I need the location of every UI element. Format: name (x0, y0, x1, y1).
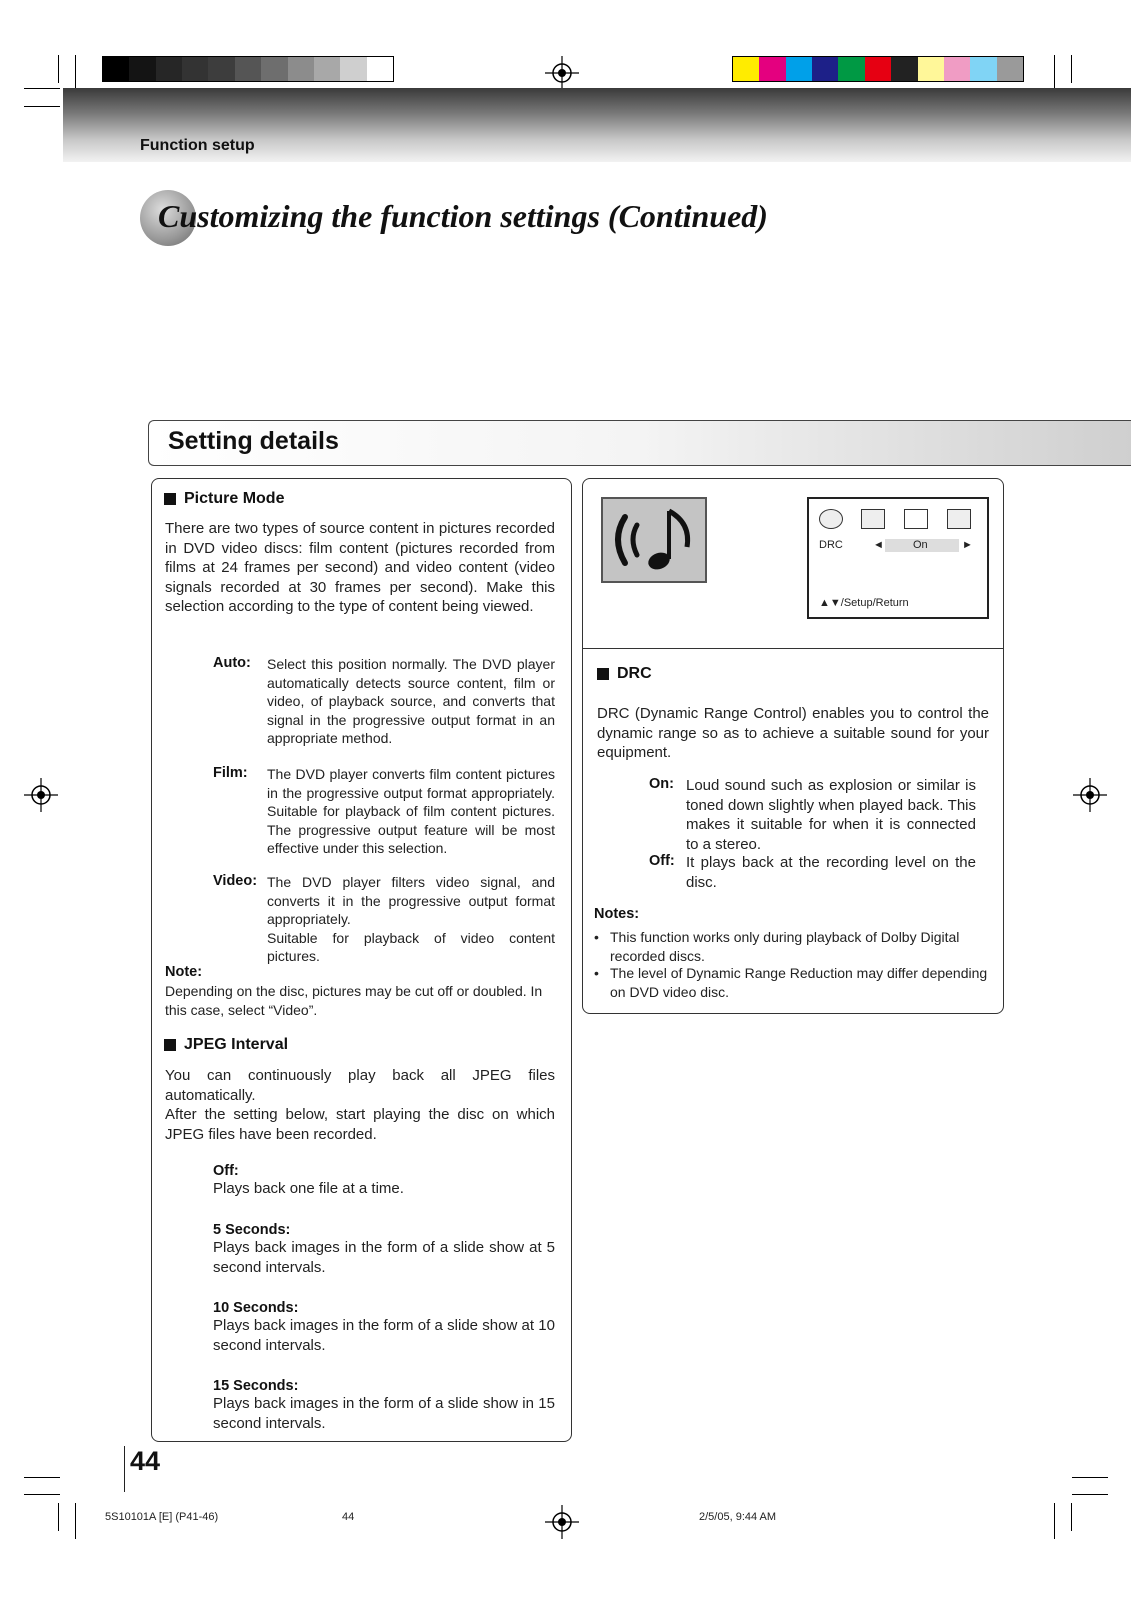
osd-left-arrow: ◄ (873, 539, 884, 551)
audio-note-icon-graphic (603, 499, 705, 581)
crop-mark (75, 1503, 76, 1539)
color-swatch-bar (732, 56, 1024, 82)
option-text-video (267, 873, 555, 966)
jpeg-interval-heading-text: JPEG Interval (184, 1036, 289, 1053)
drc-heading (597, 665, 652, 683)
picture-mode-note-label: Note: (165, 964, 203, 980)
jpeg-option-5-seconds (213, 1222, 555, 1277)
globe-icon (819, 509, 843, 529)
page-title: Customizing the function settings (Continued) (158, 198, 768, 234)
page-number: 44 (130, 1446, 161, 1476)
drc-notes-label: Notes: (594, 906, 640, 922)
color-swatch (261, 57, 287, 81)
panel-divider (582, 648, 1003, 649)
color-swatch (235, 57, 261, 81)
crop-mark (1072, 1494, 1108, 1495)
section-label: Function setup (140, 137, 255, 154)
jpeg-option-label: 15 Seconds: (213, 1378, 299, 1394)
picture-mode-intro: There are two types of source content in pictures recorded in DVD video discs: film content (pictures recorded from films at 24 frames per second) and video content (video signals recorded at 30 frames per second). Make this selection according to the type of content being viewed. (165, 520, 555, 615)
option-text-film: The DVD player converts film content pictures in the progressive output format appropriately. Suitable for playback of film content pictures. The progressive output feature will be most effective under this selection. (267, 766, 555, 856)
color-swatch (156, 57, 182, 81)
registration-mark-icon (545, 56, 579, 90)
footer-timestamp: 2/5/05, 9:44 AM (699, 1511, 777, 1523)
color-swatch (997, 57, 1023, 81)
drc-note-1: This function works only during playback of Dolby Digital recorded discs. (610, 929, 960, 964)
jpeg-interval-heading (164, 1036, 288, 1054)
jpeg-intro-line2: After the setting below, start playing the disc on which JPEG files have been recorded. (165, 1106, 555, 1143)
osd-item-label: DRC (819, 539, 843, 551)
color-swatch (865, 57, 891, 81)
option-label-film: Film: (213, 765, 248, 781)
lock-icon (947, 509, 971, 529)
osd-right-arrow: ► (962, 539, 973, 551)
color-swatch (103, 57, 129, 81)
jpeg-option-label: 10 Seconds: (213, 1300, 299, 1316)
drc-heading-text: DRC (617, 665, 652, 682)
jpeg-option-label: 5 Seconds: (213, 1222, 291, 1238)
osd-value: On (913, 539, 928, 551)
crop-mark (24, 88, 60, 89)
color-swatch (891, 57, 917, 81)
crop-mark (24, 1494, 60, 1495)
square-bullet-icon (597, 668, 609, 680)
drc-option-label-on: On: (649, 776, 674, 792)
crop-mark (1054, 55, 1055, 91)
footer-code: 5S10101A [E] (P41-46) (105, 1511, 219, 1523)
crop-mark (1054, 1503, 1055, 1539)
drc-option-text-on: Loud sound such as explosion or similar is toned down slightly when played back. This makes it suitable for when it is connected to a stereo. (686, 777, 976, 853)
color-swatch (182, 57, 208, 81)
drc-note-bullet: • (594, 929, 599, 945)
crop-mark (58, 1503, 59, 1531)
color-swatch (786, 57, 812, 81)
crop-mark (58, 55, 59, 83)
jpeg-option-text: Plays back images in the form of a slide show at 10 second intervals. (213, 1317, 555, 1354)
jpeg-option-label: Off: (213, 1163, 239, 1179)
registration-mark-icon (1073, 778, 1107, 812)
drc-intro: DRC (Dynamic Range Control) enables you to control the dynamic range so as to achieve a suitable sound for your equipment. (597, 705, 989, 761)
color-swatch (812, 57, 838, 81)
color-swatch (288, 57, 314, 81)
crop-mark (1071, 55, 1072, 83)
jpeg-option-15-seconds (213, 1378, 555, 1433)
grayscale-swatch-bar (102, 56, 394, 82)
option-text-auto: Select this position normally. The DVD player automatically detects source content, film or video, of playback source, and converts that signal in the progressive output format in an appropriate method. (267, 656, 555, 746)
drc-option-label-off: Off: (649, 853, 675, 869)
drc-note-2: The level of Dynamic Range Reduction may differ depending on DVD video disc. (610, 965, 988, 1000)
crop-mark (1072, 1477, 1108, 1478)
square-bullet-icon (164, 1039, 176, 1051)
osd-nav-hint: ▲▼/Setup/Return (819, 597, 909, 609)
crop-mark (24, 106, 60, 107)
color-swatch (944, 57, 970, 81)
jpeg-option-text: Plays back images in the form of a slide show in 15 second intervals. (213, 1395, 555, 1432)
option-label-video: Video: (213, 873, 258, 889)
color-swatch (759, 57, 785, 81)
square-bullet-icon (164, 493, 176, 505)
crop-mark (24, 1477, 60, 1478)
picture-mode-heading-text: Picture Mode (184, 490, 285, 507)
sound-icon (904, 509, 928, 529)
jpeg-option-10-seconds (213, 1300, 555, 1355)
color-swatch (367, 57, 393, 81)
setting-details-title: Setting details (168, 427, 339, 455)
color-swatch (918, 57, 944, 81)
picture-mode-heading (164, 490, 284, 508)
registration-mark-icon (545, 1505, 579, 1539)
footer-page: 44 (342, 1511, 355, 1523)
color-swatch (733, 57, 759, 81)
jpeg-interval-intro (165, 1066, 555, 1144)
jpeg-option-text: Plays back one file at a time. (213, 1180, 404, 1197)
registration-mark-icon (24, 778, 58, 812)
color-swatch (129, 57, 155, 81)
option-text-video-line2: Suitable for playback of video content pictures. (267, 929, 555, 964)
page-number-rule (124, 1446, 125, 1492)
drc-option-text-off: It plays back at the recording level on the disc. (686, 854, 976, 891)
crop-mark (1071, 1503, 1072, 1531)
option-label-auto: Auto: (213, 655, 251, 671)
jpeg-option-off (213, 1163, 555, 1199)
jpeg-option-text: Plays back images in the form of a slide show at 5 second intervals. (213, 1239, 555, 1276)
color-swatch (838, 57, 864, 81)
option-text-video-line1: The DVD player filters video signal, and converts it in the progressive output format appropriately. (267, 874, 555, 927)
picture-icon (861, 509, 885, 529)
audio-note-icon (601, 497, 707, 583)
color-swatch (970, 57, 996, 81)
color-swatch (314, 57, 340, 81)
jpeg-intro-line1: You can continuously play back all JPEG files automatically. (165, 1067, 555, 1104)
color-swatch (208, 57, 234, 81)
osd-screen (807, 497, 989, 619)
crop-mark (75, 55, 76, 91)
picture-mode-note-text: Depending on the disc, pictures may be cut off or doubled. In this case, select “Video”. (165, 983, 543, 1018)
drc-note-bullet: • (594, 965, 599, 981)
color-swatch (340, 57, 366, 81)
